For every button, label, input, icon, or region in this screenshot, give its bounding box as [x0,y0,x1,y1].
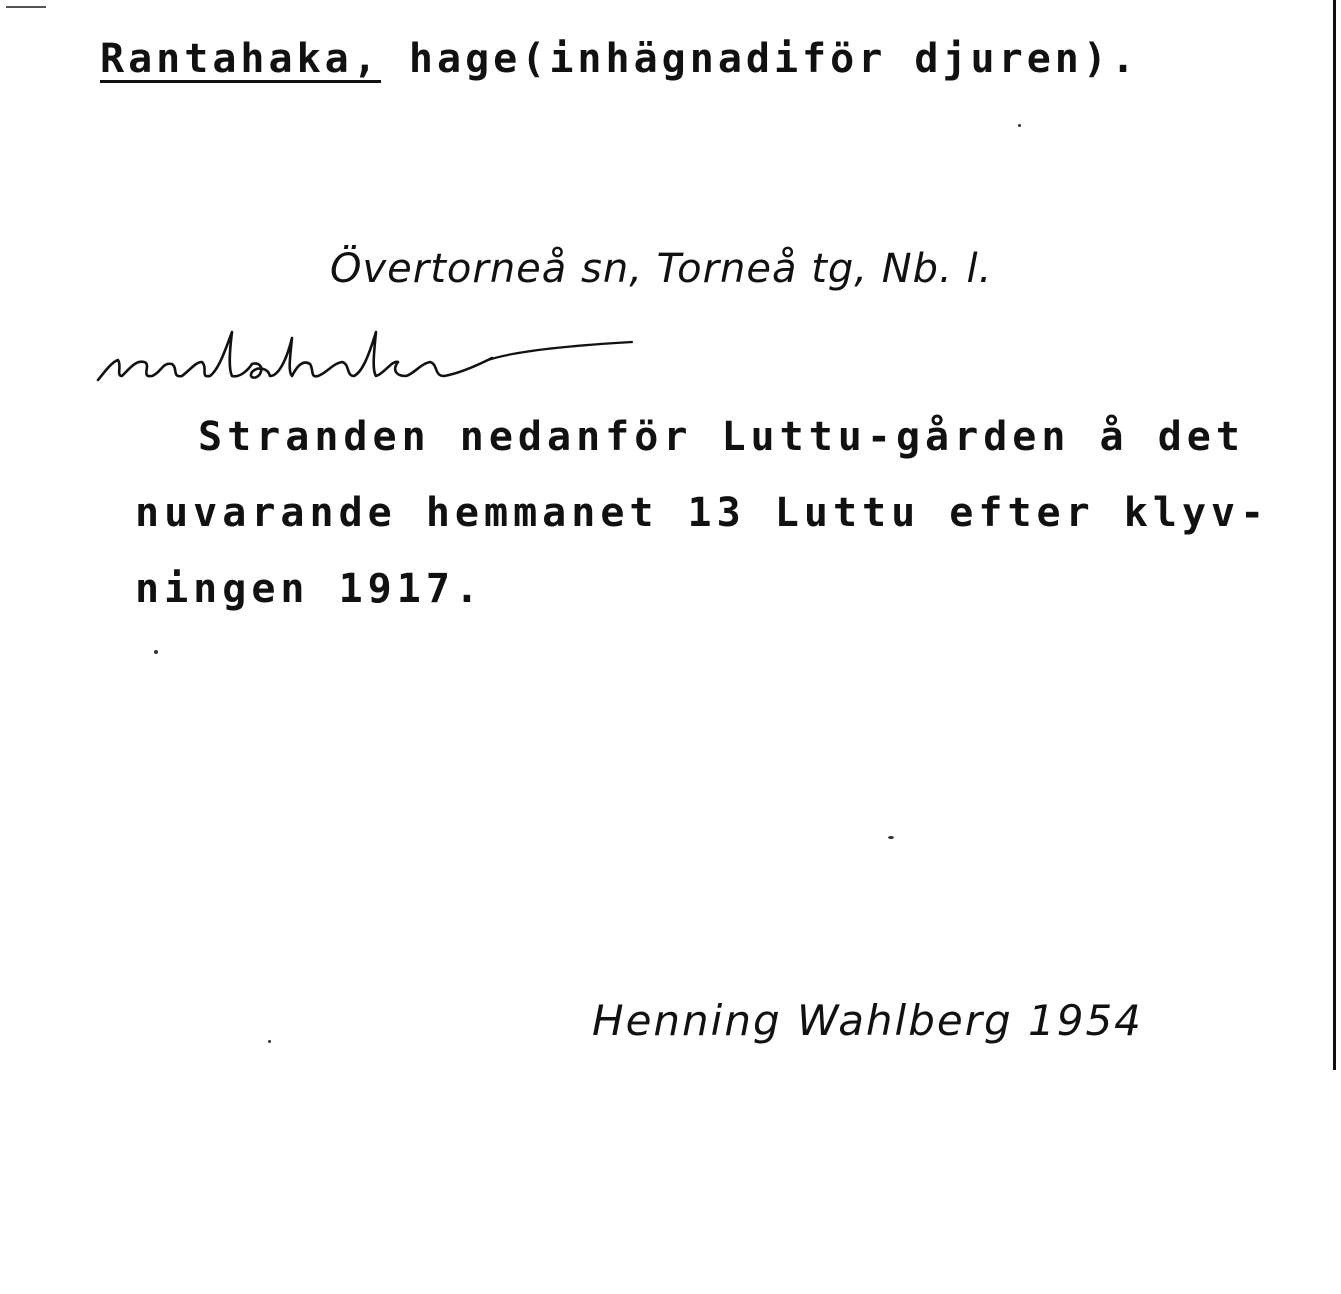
body-line-2: nuvarande hemmanet 13 Luttu efter klyv- [135,490,1270,536]
headword-line [100,36,1139,83]
corner-mark [6,6,46,8]
dust-speck [268,1040,271,1043]
headword: Rantahaka, [100,36,381,82]
card-edge-line [1333,0,1336,1070]
body-line-1: Stranden nedanför Luttu-gården å det [198,414,1245,460]
headword-definition: hage(inhägnadiför djuren). [380,36,1140,82]
handwritten-word [92,318,652,398]
dust-speck [154,650,158,654]
body-line-3: ningen 1917. [135,566,484,612]
dust-speck [1018,124,1021,127]
locality-stamp: Övertorneå sn, Torneå tg, Nb. l. [330,246,993,292]
dust-speck [888,836,894,839]
signature-stamp: Henning Wahlberg 1954 [592,996,1143,1045]
